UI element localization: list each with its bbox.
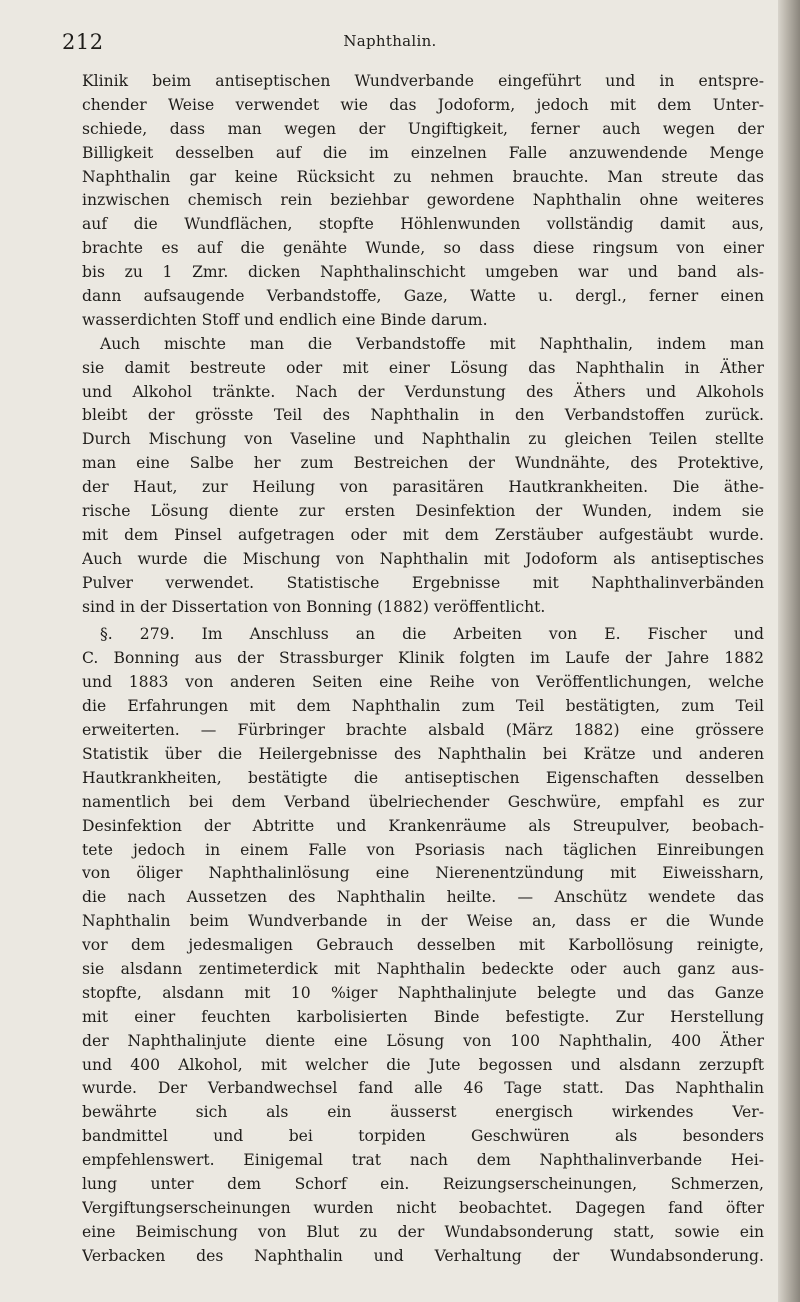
text-line: dann aufsaugende Verbandstoffe, Gaze, Watte u. dergl., ferner einen	[82, 287, 764, 306]
text-line: schiede, dass man wegen der Ungiftigkeit, ferner auch wegen der	[82, 119, 764, 138]
text-line: brachte es auf die genähte Wunde, so dass diese ringsum von einer	[82, 239, 764, 258]
text-line: und Alkohol tränkte. Nach der Verdunstung des Äthers und Alkohols	[82, 382, 764, 401]
text-line: stopfte, alsdann mit 10 %iger Naphthalinjute belegte und das Ganze	[82, 983, 764, 1002]
text-line: sie damit bestreute oder mit einer Lösung das Naphthalin in Äther	[82, 358, 764, 377]
text-line: Billigkeit desselben auf die im einzelnen Falle anzuwendende Menge	[82, 143, 764, 162]
text-line: von öliger Naphthalinlösung eine Nierenentzündung mit Eiweissharn,	[82, 864, 764, 883]
text-line: Klinik beim antiseptischen Wundverbande eingeführt und in entspre-	[82, 72, 764, 90]
text-line: namentlich bei dem Verband übelriechender Geschwüre, empfahl es zur	[82, 792, 764, 811]
text-line: auf die Wundflächen, stopfte Höhlenwunden vollständig damit aus,	[82, 215, 764, 234]
text-line: und 400 Alkohol, mit welcher die Jute begossen und alsdann zerzupft	[82, 1055, 764, 1074]
text-line: bleibt der grösste Teil des Naphthalin in den Verbandstoffen zurück.	[82, 406, 764, 425]
text-line: tete jedoch in einem Falle von Psoriasis nach täglichen Einreibungen	[82, 840, 764, 859]
text-line: mit einer feuchten karbolisierten Binde befestigte. Zur Herstellung	[82, 1007, 764, 1026]
text-line: sie alsdann zentimeterdick mit Naphthalin bedeckte oder auch ganz aus-	[82, 959, 764, 978]
text-line: mit dem Pinsel aufgetragen oder mit dem Zerstäuber aufgestäubt wurde.	[82, 525, 764, 544]
text-line: rische Lösung diente zur ersten Desinfektion der Wunden, indem sie	[82, 502, 764, 521]
text-line: erweiterten. — Fürbringer brachte alsbald (März 1882) eine grössere	[82, 721, 764, 740]
text-line: §. 279. Im Anschluss an die Arbeiten von E. Fischer und	[100, 625, 764, 644]
text-line: man eine Salbe her zum Bestreichen der Wundnähte, des Protektive,	[82, 454, 764, 473]
text-line: wasserdichten Stoff und endlich eine Binde darum.	[82, 310, 488, 329]
body-text	[82, 70, 764, 1269]
text-line: Naphthalin beim Wundverbande in der Weise an, dass er die Wunde	[82, 912, 764, 931]
running-title: Naphthalin.	[343, 32, 437, 50]
text-line: die nach Aussetzen des Naphthalin heilte. — Anschütz wendete das	[82, 888, 764, 907]
text-line: empfehlenswert. Einigemal trat nach dem Naphthalinverbande Hei-	[82, 1151, 764, 1170]
text-line: bandmittel und bei torpiden Geschwüren als besonders	[82, 1127, 764, 1146]
text-line: Durch Mischung von Vaseline und Naphthalin zu gleichen Teilen stellte	[82, 430, 764, 449]
text-line: der Naphthalinjute diente eine Lösung von 100 Naphthalin, 400 Äther	[82, 1031, 764, 1050]
page-header	[0, 22, 780, 62]
text-line: inzwischen chemisch rein beziehbar gewordene Naphthalin ohne weiteres	[82, 191, 764, 210]
page-binding-edge	[778, 0, 800, 1302]
text-line: und 1883 von anderen Seiten eine Reihe von Veröffentlichungen, welche	[82, 673, 764, 692]
text-line: eine Beimischung von Blut zu der Wundabsonderung statt, sowie ein	[82, 1222, 764, 1241]
text-line: bis zu 1 Zmr. dicken Naphthalinschicht umgeben war und band als-	[82, 263, 764, 282]
text-line: wurde. Der Verbandwechsel fand alle 46 Tage statt. Das Naphthalin	[82, 1079, 764, 1098]
text-line: Pulver verwendet. Statistische Ergebnisse mit Naphthalinverbänden	[82, 573, 764, 592]
text-line: C. Bonning aus der Strassburger Klinik folgten im Laufe der Jahre 1882	[82, 649, 764, 668]
text-line: Verbacken des Naphthalin und Verhaltung der Wundabsonderung.	[82, 1246, 764, 1265]
text-line: lung unter dem Schorf ein. Reizungserscheinungen, Schmerzen,	[82, 1174, 764, 1193]
text-line: Auch mischte man die Verbandstoffe mit Naphthalin, indem man	[100, 334, 764, 353]
text-line: Statistik über die Heilergebnisse des Naphthalin bei Krätze und anderen	[82, 744, 764, 763]
text-line: die Erfahrungen mit dem Naphthalin zum Teil bestätigten, zum Teil	[82, 697, 764, 716]
text-line: Desinfektion der Abtritte und Krankenräume als Streupulver, beobach-	[82, 816, 764, 835]
page-number: 212	[62, 30, 104, 54]
text-line: chender Weise verwendet wie das Jodoform, jedoch mit dem Unter-	[82, 95, 764, 114]
text-line: vor dem jedesmaligen Gebrauch desselben mit Karbollösung reinigte,	[82, 936, 764, 955]
text-line: Vergiftungserscheinungen wurden nicht beobachtet. Dagegen fand öfter	[82, 1198, 764, 1217]
text-line: Naphthalin gar keine Rücksicht zu nehmen brauchte. Man streute das	[82, 167, 764, 186]
text-line: bewährte sich als ein äusserst energisch wirkendes Ver-	[82, 1103, 764, 1122]
text-line: Auch wurde die Mischung von Naphthalin mit Jodoform als antiseptisches	[82, 549, 764, 568]
text-line: der Haut, zur Heilung von parasitären Hautkrankheiten. Die äthe-	[82, 478, 764, 497]
text-line: sind in der Dissertation von Bonning (1882) veröffentlicht.	[82, 597, 546, 616]
text-line: Hautkrankheiten, bestätigte die antiseptischen Eigenschaften desselben	[82, 768, 764, 787]
